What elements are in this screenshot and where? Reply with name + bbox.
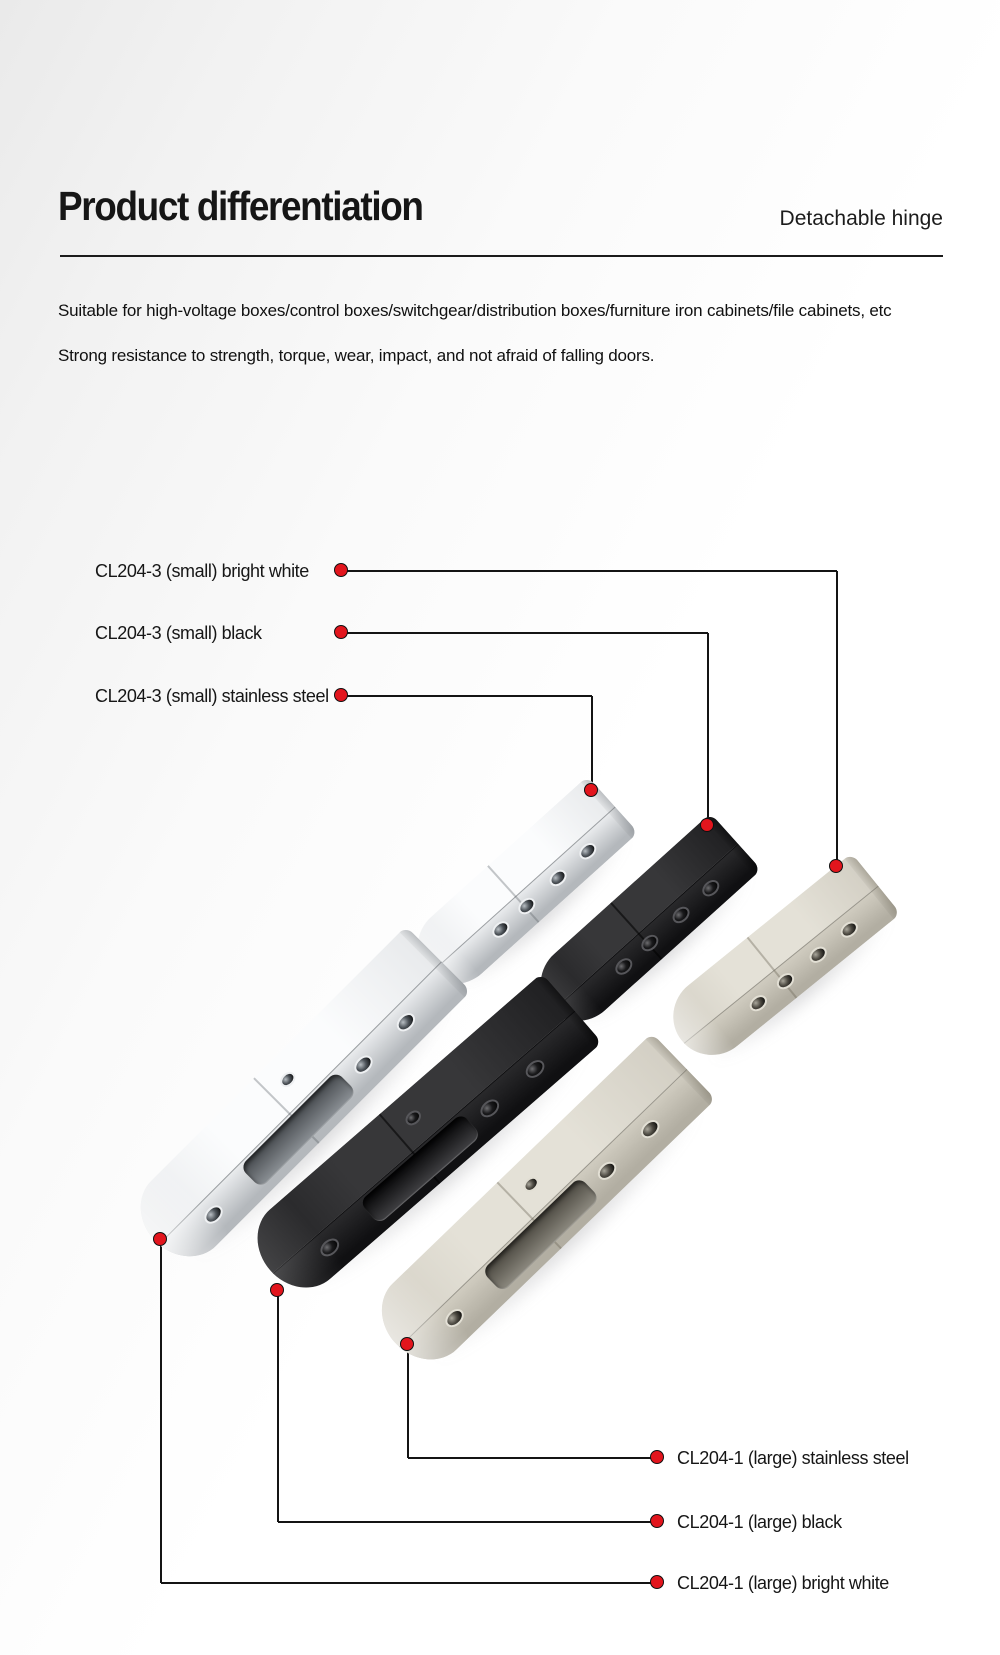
description-line-1: Suitable for high-voltage boxes/control boxes/switchgear/distribution boxes/furniture iron cabinets/file cabinets, etc (58, 301, 892, 320)
callout-line (160, 1240, 162, 1583)
callout-line (407, 1345, 409, 1458)
callout-dot (400, 1337, 414, 1351)
label-small-black: CL204-3 (small) black (95, 623, 262, 643)
callout-dot (650, 1450, 664, 1464)
label-large-stainless-steel: CL204-1 (large) stainless steel (677, 1448, 909, 1468)
description-line-2: Strong resistance to strength, torque, wear, impact, and not afraid of falling doors. (58, 346, 655, 365)
callout-dot (334, 625, 348, 639)
callout-line (707, 633, 709, 826)
callout-line (591, 696, 593, 791)
callout-dot (584, 783, 598, 797)
callout-line (836, 571, 838, 867)
callout-dot (270, 1283, 284, 1297)
callout-dot (153, 1232, 167, 1246)
callout-dot (650, 1575, 664, 1589)
callout-line (408, 1457, 658, 1459)
callout-dot (829, 859, 843, 873)
callout-dot (650, 1514, 664, 1528)
label-small-stainless-steel: CL204-3 (small) stainless steel (95, 686, 329, 706)
callout-line (342, 695, 592, 697)
callout-dot (700, 818, 714, 832)
callout-dot (334, 563, 348, 577)
page-title: Product differentiation (58, 183, 423, 229)
label-large-black: CL204-1 (large) black (677, 1512, 842, 1532)
callout-line (342, 632, 708, 634)
callout-line (278, 1521, 658, 1523)
callout-line (161, 1582, 658, 1584)
label-large-bright-white: CL204-1 (large) bright white (677, 1573, 889, 1593)
callout-line (342, 570, 837, 572)
header-divider (60, 255, 943, 257)
callout-line (277, 1291, 279, 1522)
label-small-bright-white: CL204-3 (small) bright white (95, 561, 309, 581)
page-subtitle: Detachable hinge (779, 207, 943, 230)
callout-dot (334, 688, 348, 702)
